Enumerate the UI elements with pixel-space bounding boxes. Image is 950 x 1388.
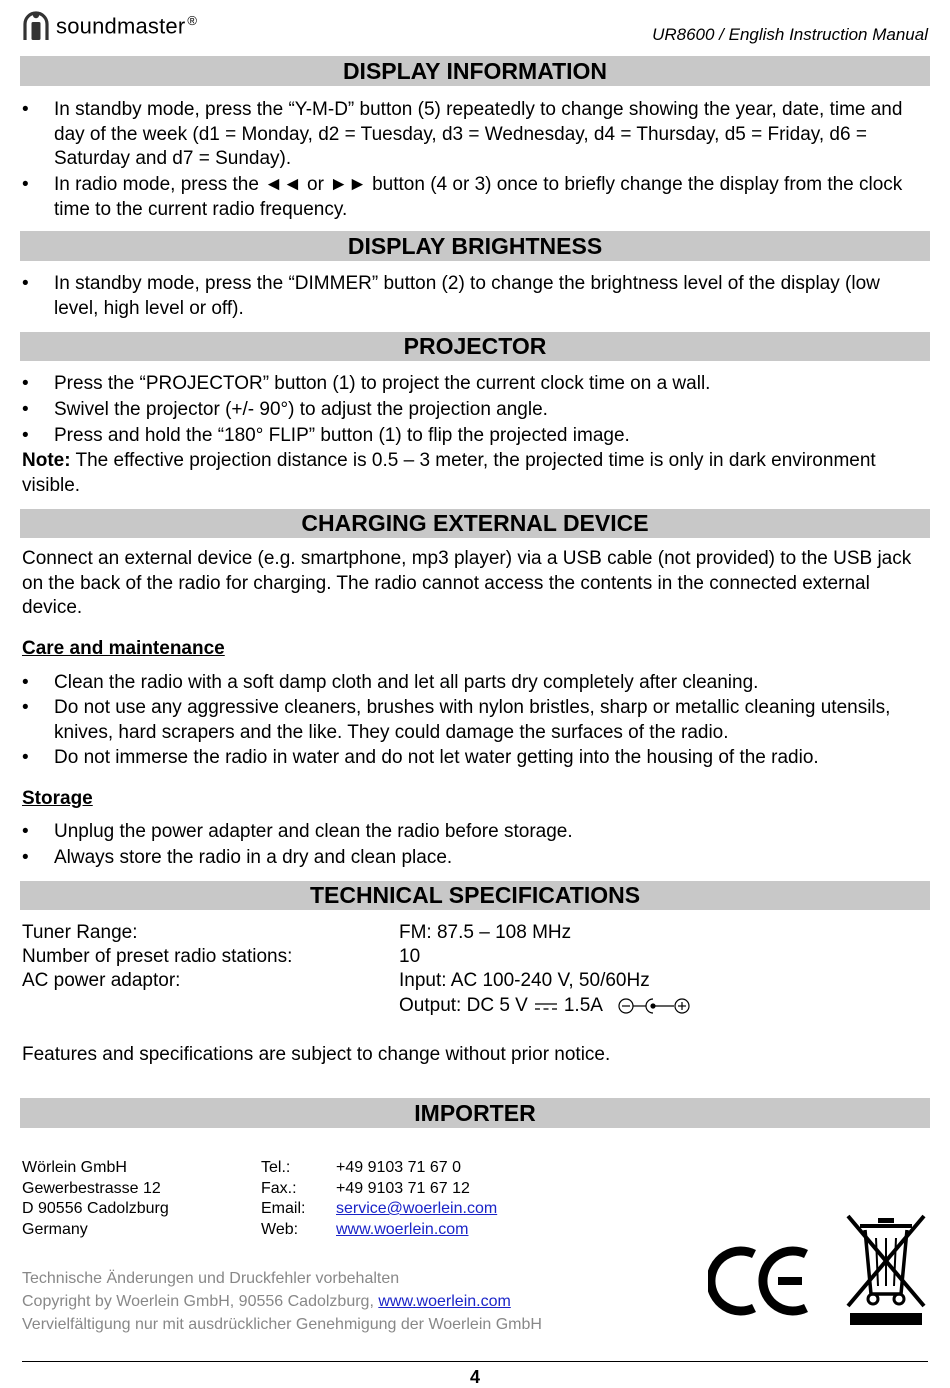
importer-address: [22, 1158, 169, 1240]
section-technical-specifications: TECHNICAL SPECIFICATIONS: [20, 881, 930, 910]
email-link[interactable]: service@woerlein.com: [336, 1200, 498, 1217]
list-item: • Clean the radio with a soft damp cloth and let all parts dry completely after cleaning.: [22, 672, 759, 693]
section-importer: IMPORTER: [20, 1098, 930, 1128]
charging-text: Connect an external device (e.g. smartphone, mp3 player) via a USB cable (not provided) to the USB jack on the back of the radio for charging. The radio cannot access the contents in the connected external device.: [22, 548, 912, 618]
importer-contact-labels: [261, 1158, 305, 1240]
list-item: • In standby mode, press the “Y-M-D” button (5) repeatedly to change showing the year, date, time and day of the week (d1 = Monday, d2 = Tuesday, d3 = Wednesday, d4 = Thursday, d5 = Friday, d6 = Saturday and d7 = Sunday).: [22, 99, 903, 169]
manual-title: UR8600 / English Instruction Manual: [652, 25, 928, 44]
web-label: Web:: [261, 1220, 299, 1238]
spec-ac-output-current: 1.5A: [563, 995, 603, 1016]
list-item: • Swivel the projector (+/- 90°) to adjust the projection angle.: [22, 399, 548, 420]
section-projector: PROJECTOR: [20, 332, 930, 361]
list-item: • In standby mode, press the “DIMMER” button (2) to change the brightness level of the display (low level, high level or off).: [22, 273, 880, 319]
spec-ac-output-voltage: Output: DC 5 V: [399, 995, 528, 1016]
importer-contact-values: [336, 1158, 497, 1240]
weee-bin-icon: [844, 1210, 928, 1328]
section-charging: CHARGING EXTERNAL DEVICE: [20, 509, 930, 538]
importer-city: D 90556 Cadolzburg: [22, 1200, 169, 1217]
brand-name: soundmaster: [56, 13, 186, 39]
fax-value: +49 9103 71 67 12: [336, 1179, 470, 1197]
tel-value: +49 9103 71 67 0: [336, 1159, 462, 1176]
list-item: • Do not use any aggressive cleaners, brushes with nylon bristles, sharp or metallic cleaning utensils, knives, hard scrapers and the like. They could damage the surfaces of the radio.: [22, 697, 891, 743]
web-link[interactable]: www.woerlein.com: [336, 1220, 469, 1238]
footer-line-2: Copyright by Woerlein GmbH, 90556 Cadolzburg, www.woerlein.com: [22, 1293, 511, 1310]
footer-divider: [22, 1361, 928, 1362]
spec-ac-label: AC power adaptor:: [22, 970, 181, 991]
registered-mark: ®: [187, 12, 198, 28]
spec-tuner-label: Tuner Range:: [22, 922, 138, 943]
polarity-icon: [617, 996, 693, 1016]
ce-mark-icon: [708, 1244, 814, 1318]
page-number: 4: [469, 1367, 480, 1387]
section-display-information: DISPLAY INFORMATION: [20, 56, 930, 86]
importer-street: Gewerbestrasse 12: [22, 1179, 161, 1197]
list-item: • In radio mode, press the ◄◄ or ►► button (4 or 3) once to briefly change the display from the clock time to the current radio frequency.: [22, 174, 903, 220]
note-text: The effective projection distance is 0.5 – 3 meter, the projected time is only in dark environment visible.: [22, 450, 876, 496]
soundmaster-logo-icon: [22, 10, 50, 42]
care-heading: Care and maintenance: [22, 638, 225, 659]
spec-notice: Features and specifications are subject to change without prior notice.: [22, 1044, 611, 1065]
list-item: • Do not immerse the radio in water and do not let water getting into the housing of the radio.: [22, 747, 819, 768]
list-item: • Always store the radio in a dry and clean place.: [22, 847, 453, 868]
storage-heading: Storage: [22, 788, 93, 809]
spec-presets-label: Number of preset radio stations:: [22, 946, 293, 967]
spec-presets-value: 10: [399, 946, 421, 967]
footer-line-3: Vervielfältigung nur mit ausdrücklicher Genehmigung der Woerlein GmbH: [22, 1316, 542, 1333]
footer-line-1: Technische Änderungen und Druckfehler vorbehalten: [22, 1270, 400, 1287]
dc-symbol-icon: [532, 999, 560, 1013]
importer-company: Wörlein GmbH: [22, 1159, 127, 1176]
spec-tuner-value: FM: 87.5 – 108 MHz: [399, 922, 572, 943]
email-label: Email:: [261, 1200, 306, 1217]
list-item: • Press the “PROJECTOR” button (1) to project the current clock time on a wall.: [22, 373, 711, 394]
importer-country: Germany: [22, 1220, 88, 1238]
footer-notes: [22, 1267, 542, 1336]
spec-ac-input: Input: AC 100-240 V, 50/60Hz: [399, 970, 650, 991]
spec-ac-output: [399, 994, 693, 1019]
footer-web-link[interactable]: www.woerlein.com: [378, 1293, 511, 1310]
note-label: Note:: [22, 450, 71, 471]
projector-note: [22, 449, 927, 498]
list-item: • Unplug the power adapter and clean the radio before storage.: [22, 821, 573, 842]
fax-label: Fax.:: [261, 1179, 297, 1197]
brand-logo: [22, 8, 197, 44]
tel-label: Tel.:: [261, 1159, 291, 1176]
list-item: • Press and hold the “180° FLIP” button (1) to flip the projected image.: [22, 425, 630, 446]
section-display-brightness: DISPLAY BRIGHTNESS: [20, 231, 930, 261]
